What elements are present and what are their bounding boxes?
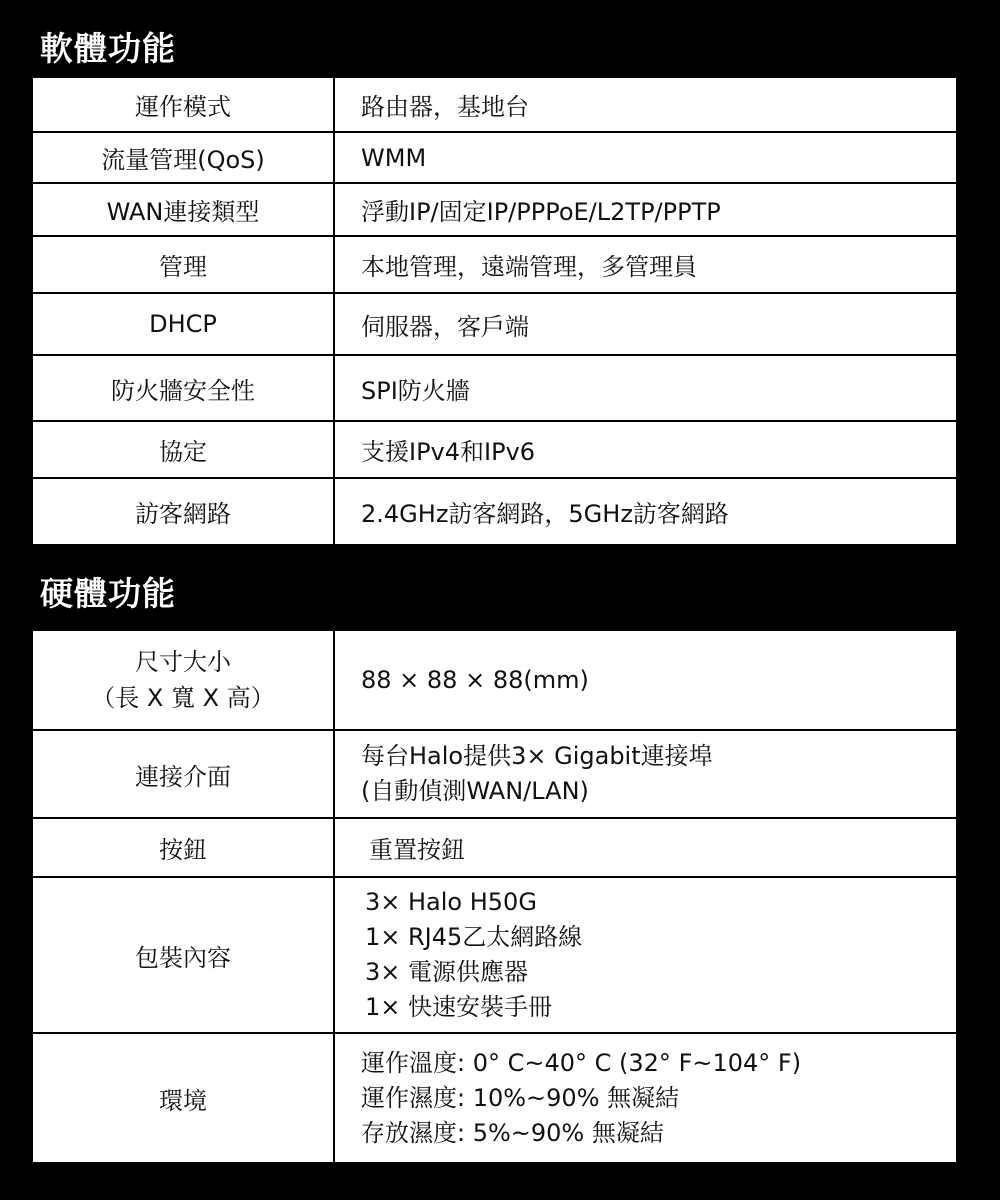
row-value — [334, 630, 957, 730]
value-line: 重置按鈕 — [369, 836, 465, 864]
value-line: 1× RJ45乙太網路線 — [365, 923, 583, 951]
label-line: 按鈕 — [159, 836, 207, 864]
row-value — [334, 1033, 957, 1163]
row-value: 路由器，基地台 — [334, 77, 957, 132]
row-value: 浮動IP/固定IP/PPPoE/L2TP/PPTP — [334, 183, 957, 236]
row-label: 流量管理(QoS) — [32, 132, 334, 183]
row-label: WAN連接類型 — [32, 183, 334, 236]
value-line: 運作濕度: 10%~90% 無凝結 — [361, 1083, 680, 1112]
value-line: 運作溫度: 0° C~40° C (32° F~104° F) — [361, 1048, 802, 1077]
table-row — [32, 818, 957, 877]
row-label: DHCP — [32, 293, 334, 355]
row-label: 訪客網路 — [32, 478, 334, 545]
hardware-spec-table — [31, 629, 958, 1164]
table-row — [32, 1033, 957, 1163]
row-value: 2.4GHz訪客網路，5GHz訪客網路 — [334, 478, 957, 545]
table-row — [32, 355, 957, 421]
value-line: 1× 快速安裝手冊 — [365, 993, 553, 1021]
table-row — [32, 183, 957, 236]
table-row — [32, 730, 957, 818]
row-value: SPI防火牆 — [334, 355, 957, 421]
table-row — [32, 630, 957, 730]
table-row — [32, 132, 957, 183]
table-row — [32, 478, 957, 545]
row-label: 協定 — [32, 421, 334, 478]
value-line: 存放濕度: 5%~90% 無凝結 — [361, 1118, 664, 1147]
row-label — [32, 877, 334, 1033]
value-line: (自動偵測WAN/LAN) — [361, 777, 589, 805]
row-label — [32, 818, 334, 877]
table-row — [32, 293, 957, 355]
table-row — [32, 236, 957, 293]
hardware-section-title: 硬體功能 — [40, 574, 176, 613]
row-label: 運作模式 — [32, 77, 334, 132]
row-value: 伺服器，客戶端 — [334, 293, 957, 355]
row-label — [32, 630, 334, 730]
software-section-title: 軟體功能 — [40, 29, 176, 68]
table-row — [32, 421, 957, 478]
value-line: 3× Halo H50G — [365, 888, 537, 916]
table-row — [32, 877, 957, 1033]
row-label: 防火牆安全性 — [32, 355, 334, 421]
row-value — [334, 818, 957, 877]
table-row — [32, 77, 957, 132]
row-label — [32, 730, 334, 818]
row-value: 本地管理，遠端管理，多管理員 — [334, 236, 957, 293]
label-line: 尺寸大小 — [135, 648, 231, 676]
row-value — [334, 877, 957, 1033]
value-line: 每台Halo提供3× Gigabit連接埠 — [361, 742, 713, 770]
row-value: WMM — [334, 132, 957, 183]
label-line: 連接介面 — [135, 762, 231, 791]
row-value: 支援IPv4和IPv6 — [334, 421, 957, 478]
software-spec-table — [31, 76, 958, 546]
label-line: 環境 — [159, 1086, 207, 1115]
label-line: 包裝內容 — [135, 943, 231, 972]
row-label: 管理 — [32, 236, 334, 293]
label-line: （長 X 寬 X 高） — [91, 684, 275, 712]
value-line: 3× 電源供應器 — [365, 958, 529, 986]
row-value — [334, 730, 957, 818]
row-label — [32, 1033, 334, 1163]
value-line: 88 × 88 × 88(mm) — [361, 666, 589, 694]
